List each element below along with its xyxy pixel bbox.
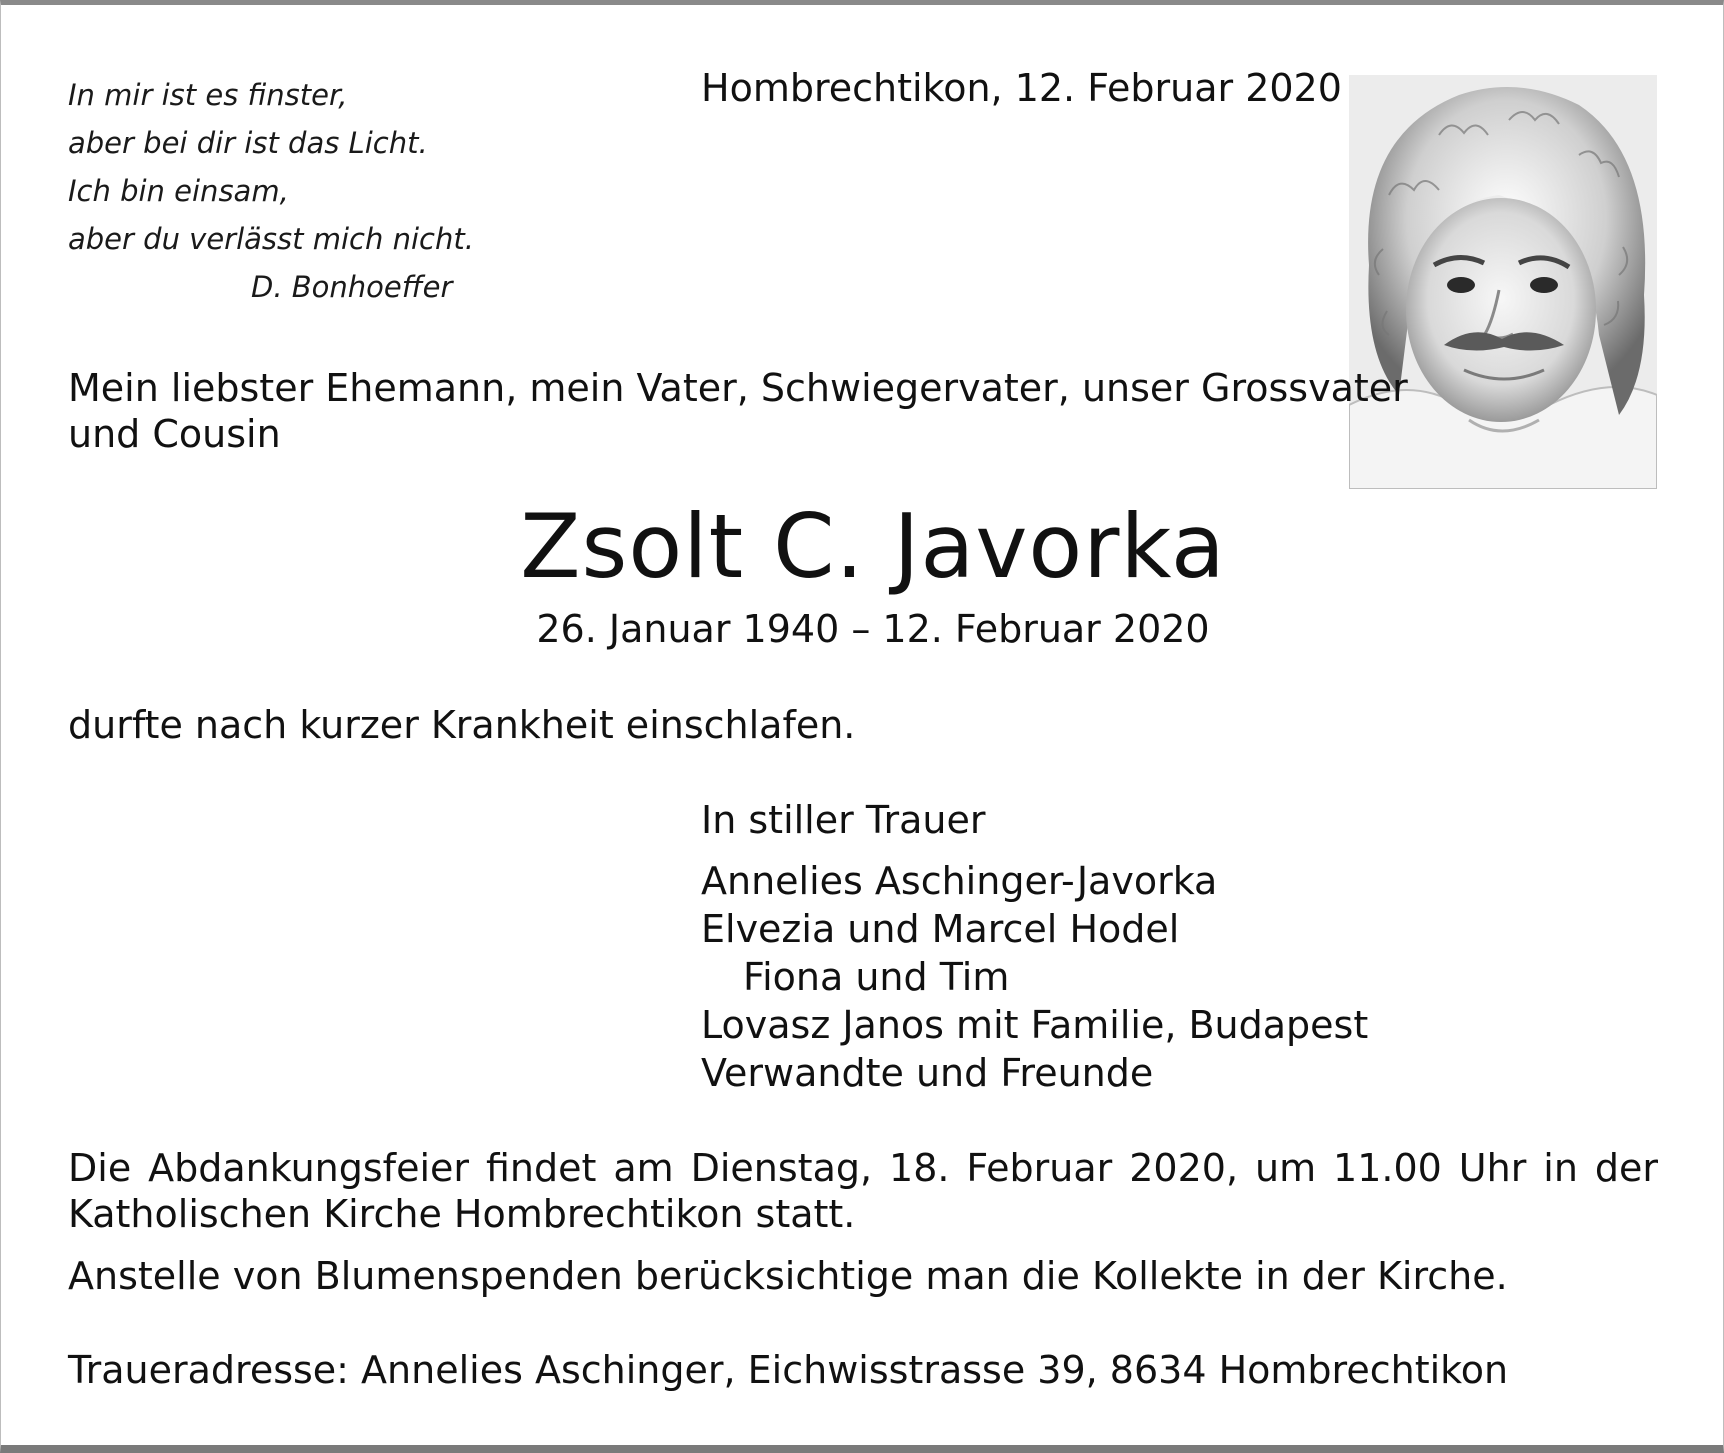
quote-author: D. Bonhoeffer <box>251 270 453 304</box>
bonhoeffer-quote <box>68 71 474 311</box>
quote-line: aber bei dir ist das Licht. <box>68 126 428 160</box>
intro-text <box>68 365 1408 457</box>
intro-line: Mein liebster Ehemann, mein Vater, Schwiegervater, unser Grossvater <box>68 366 1408 410</box>
quote-line: Ich bin einsam, <box>68 174 289 208</box>
deceased-name-block <box>1 497 1724 597</box>
service-info <box>68 1145 1658 1237</box>
deceased-name: Zsolt C. Javorka <box>520 495 1226 598</box>
mourners-list <box>701 857 1368 1097</box>
mourning-heading: In stiller Trauer <box>701 798 986 842</box>
mourning-address: Traueradresse: Annelies Aschinger, Eichwisstrasse 39, 8634 Hombrechtikon <box>68 1348 1509 1392</box>
intro-line: und Cousin <box>68 412 281 456</box>
mourner-name: Fiona und Tim <box>743 955 1010 999</box>
quote-line: In mir ist es finster, <box>68 78 348 112</box>
mourner-name: Verwandte und Freunde <box>701 1051 1154 1095</box>
deceased-dates: 26. Januar 1940 – 12. Februar 2020 <box>536 607 1210 651</box>
flowers-note: Anstelle von Blumenspenden berücksichtige man die Kollekte in der Kirche. <box>68 1254 1508 1298</box>
mourner-name: Annelies Aschinger-Javorka <box>701 859 1218 903</box>
deceased-dates-block <box>1 606 1724 652</box>
place-date: Hombrechtikon, 12. Februar 2020 <box>701 66 1342 110</box>
service-line: Katholischen Kirche Hombrechtikon statt. <box>68 1192 856 1236</box>
quote-line: aber du verlässt mich nicht. <box>68 222 474 256</box>
passed-away-text: durfte nach kurzer Krankheit einschlafen. <box>68 703 856 747</box>
mourner-name: Elvezia und Marcel Hodel <box>701 907 1180 951</box>
service-line: Die Abdankungsfeier findet am Dienstag, 18. Februar 2020, um 11.00 Uhr in der <box>68 1146 1658 1190</box>
mourner-name: Lovasz Janos mit Familie, Budapest <box>701 1003 1369 1047</box>
